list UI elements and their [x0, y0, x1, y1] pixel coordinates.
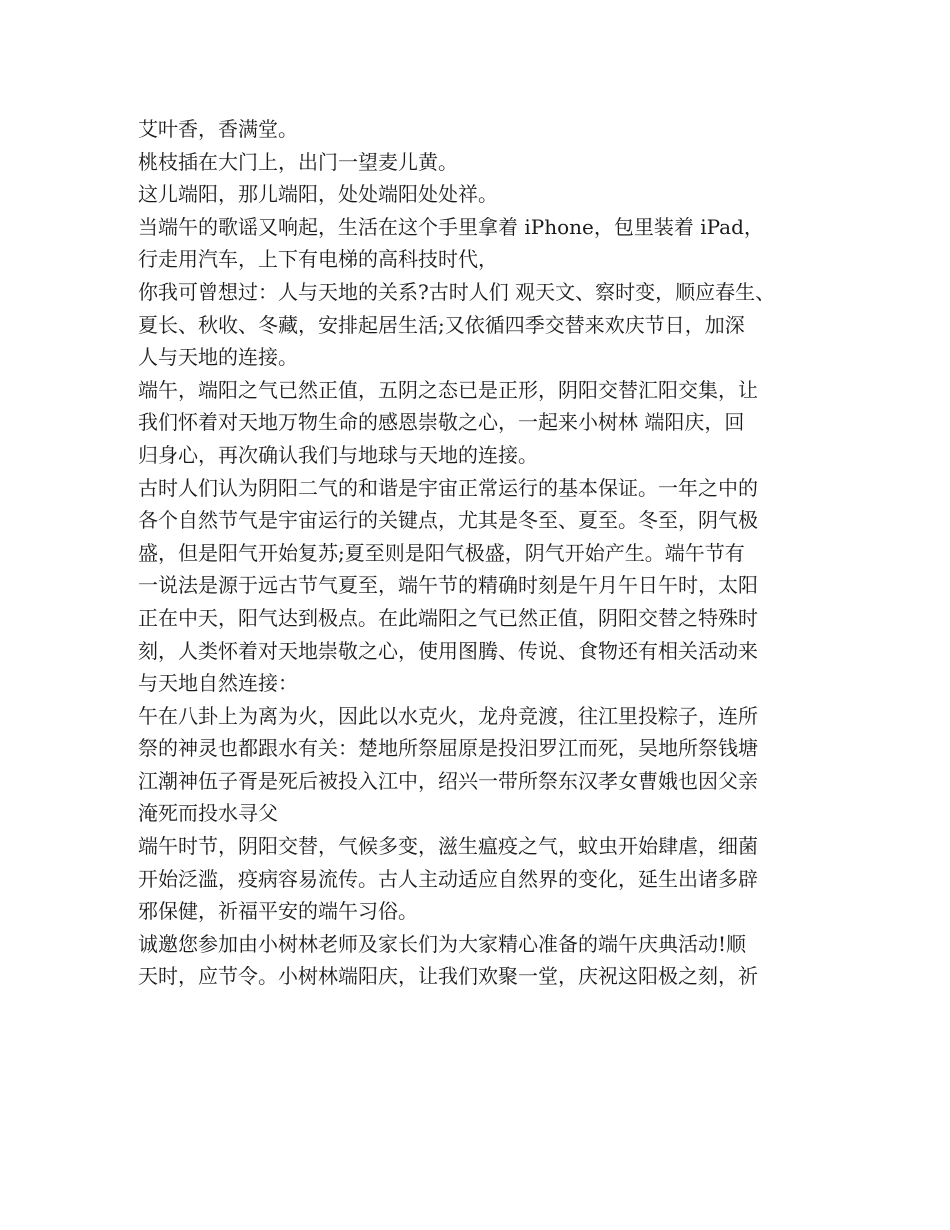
text-line: 午在八卦上为离为火，因此以水克火，龙舟竞渡，往江里投粽子，连所	[138, 703, 758, 728]
text-line: 行走用汽车，上下有电梯的高科技时代，	[138, 247, 498, 272]
text-line: 邪保健，祈福平安的端午习俗。	[138, 899, 418, 924]
text-line: 桃枝插在大门上，出门一望麦儿黄。	[138, 149, 458, 174]
paragraph	[138, 700, 818, 830]
text-line: 与天地自然连接：	[138, 671, 298, 696]
text-line: 归身心，再次确认我们与地球与天地的连接。	[138, 442, 538, 467]
document-body	[138, 113, 818, 993]
paragraph	[138, 211, 818, 276]
text-line: 盛，但是阳气开始复苏;夏至则是阳气极盛，阴气开始产生。端午节有	[138, 540, 745, 565]
text-line: 淹死而投水寻父	[138, 801, 278, 826]
text-line: 你我可曾想过：人与天地的关系?古时人们 观天文、察时变，顺应春生、	[138, 279, 776, 304]
text-line: 一说法是源于远古节气夏至，端午节的精确时刻是午月午日午时，太阳	[138, 573, 758, 598]
paragraph	[138, 472, 818, 700]
text-line: 祭的神灵也都跟水有关：楚地所祭屈原是投汨罗江而死，吴地所祭钱塘	[138, 736, 758, 761]
text-line: 夏长、秋收、冬藏，安排起居生活;又依循四季交替来欢庆节日，加深	[138, 312, 745, 337]
text-line: 天时，应节令。小树林端阳庆，让我们欢聚一堂，庆祝这阳极之刻，祈	[138, 964, 758, 989]
text-line: 刻，人类怀着对天地崇敬之心，使用图腾、传说、食物还有相关活动来	[138, 638, 758, 663]
text-line: 艾叶香，香满堂。	[138, 117, 298, 141]
text-line: 端午时节，阴阳交替，气候多变，滋生瘟疫之气，蚊虫开始肆虐，细菌	[138, 834, 758, 859]
paragraph	[138, 113, 818, 146]
paragraph	[138, 830, 818, 928]
text-line: 端午，端阳之气已然正值，五阴之态已是正形，阴阳交替汇阳交集，让	[138, 377, 758, 402]
paragraph	[138, 146, 818, 179]
paragraph	[138, 178, 818, 211]
paragraph	[138, 928, 818, 993]
text-line: 我们怀着对天地万物生命的感恩崇敬之心，一起来小树林 端阳庆，回	[138, 410, 745, 435]
text-line: 古时人们认为阴阳二气的和谐是宇宙正常运行的基本保证。一年之中的	[138, 475, 758, 500]
text-line: 各个自然节气是宇宙运行的关键点，尤其是冬至、夏至。冬至，阴气极	[138, 508, 758, 533]
text-line: 当端午的歌谣又响起，生活在这个手里拿着 iPhone，包里装着 iPad，	[138, 214, 764, 239]
text-line: 开始泛滥，疫病容易流传。古人主动适应自然界的变化，延生出诸多辟	[138, 866, 758, 891]
text-line: 江潮神伍子胥是死后被投入江中，绍兴一带所祭东汉孝女曹娥也因父亲	[138, 768, 758, 793]
text-line: 这儿端阳，那儿端阳，处处端阳处处祥。	[138, 182, 498, 207]
text-line: 诚邀您参加由小树林老师及家长们为大家精心准备的端午庆典活动!顺	[138, 931, 747, 956]
paragraph	[138, 276, 818, 374]
text-line: 人与天地的连接。	[138, 345, 298, 370]
text-line: 正在中天，阳气达到极点。在此端阳之气已然正值，阴阳交替之特殊时	[138, 605, 758, 630]
paragraph	[138, 374, 818, 472]
